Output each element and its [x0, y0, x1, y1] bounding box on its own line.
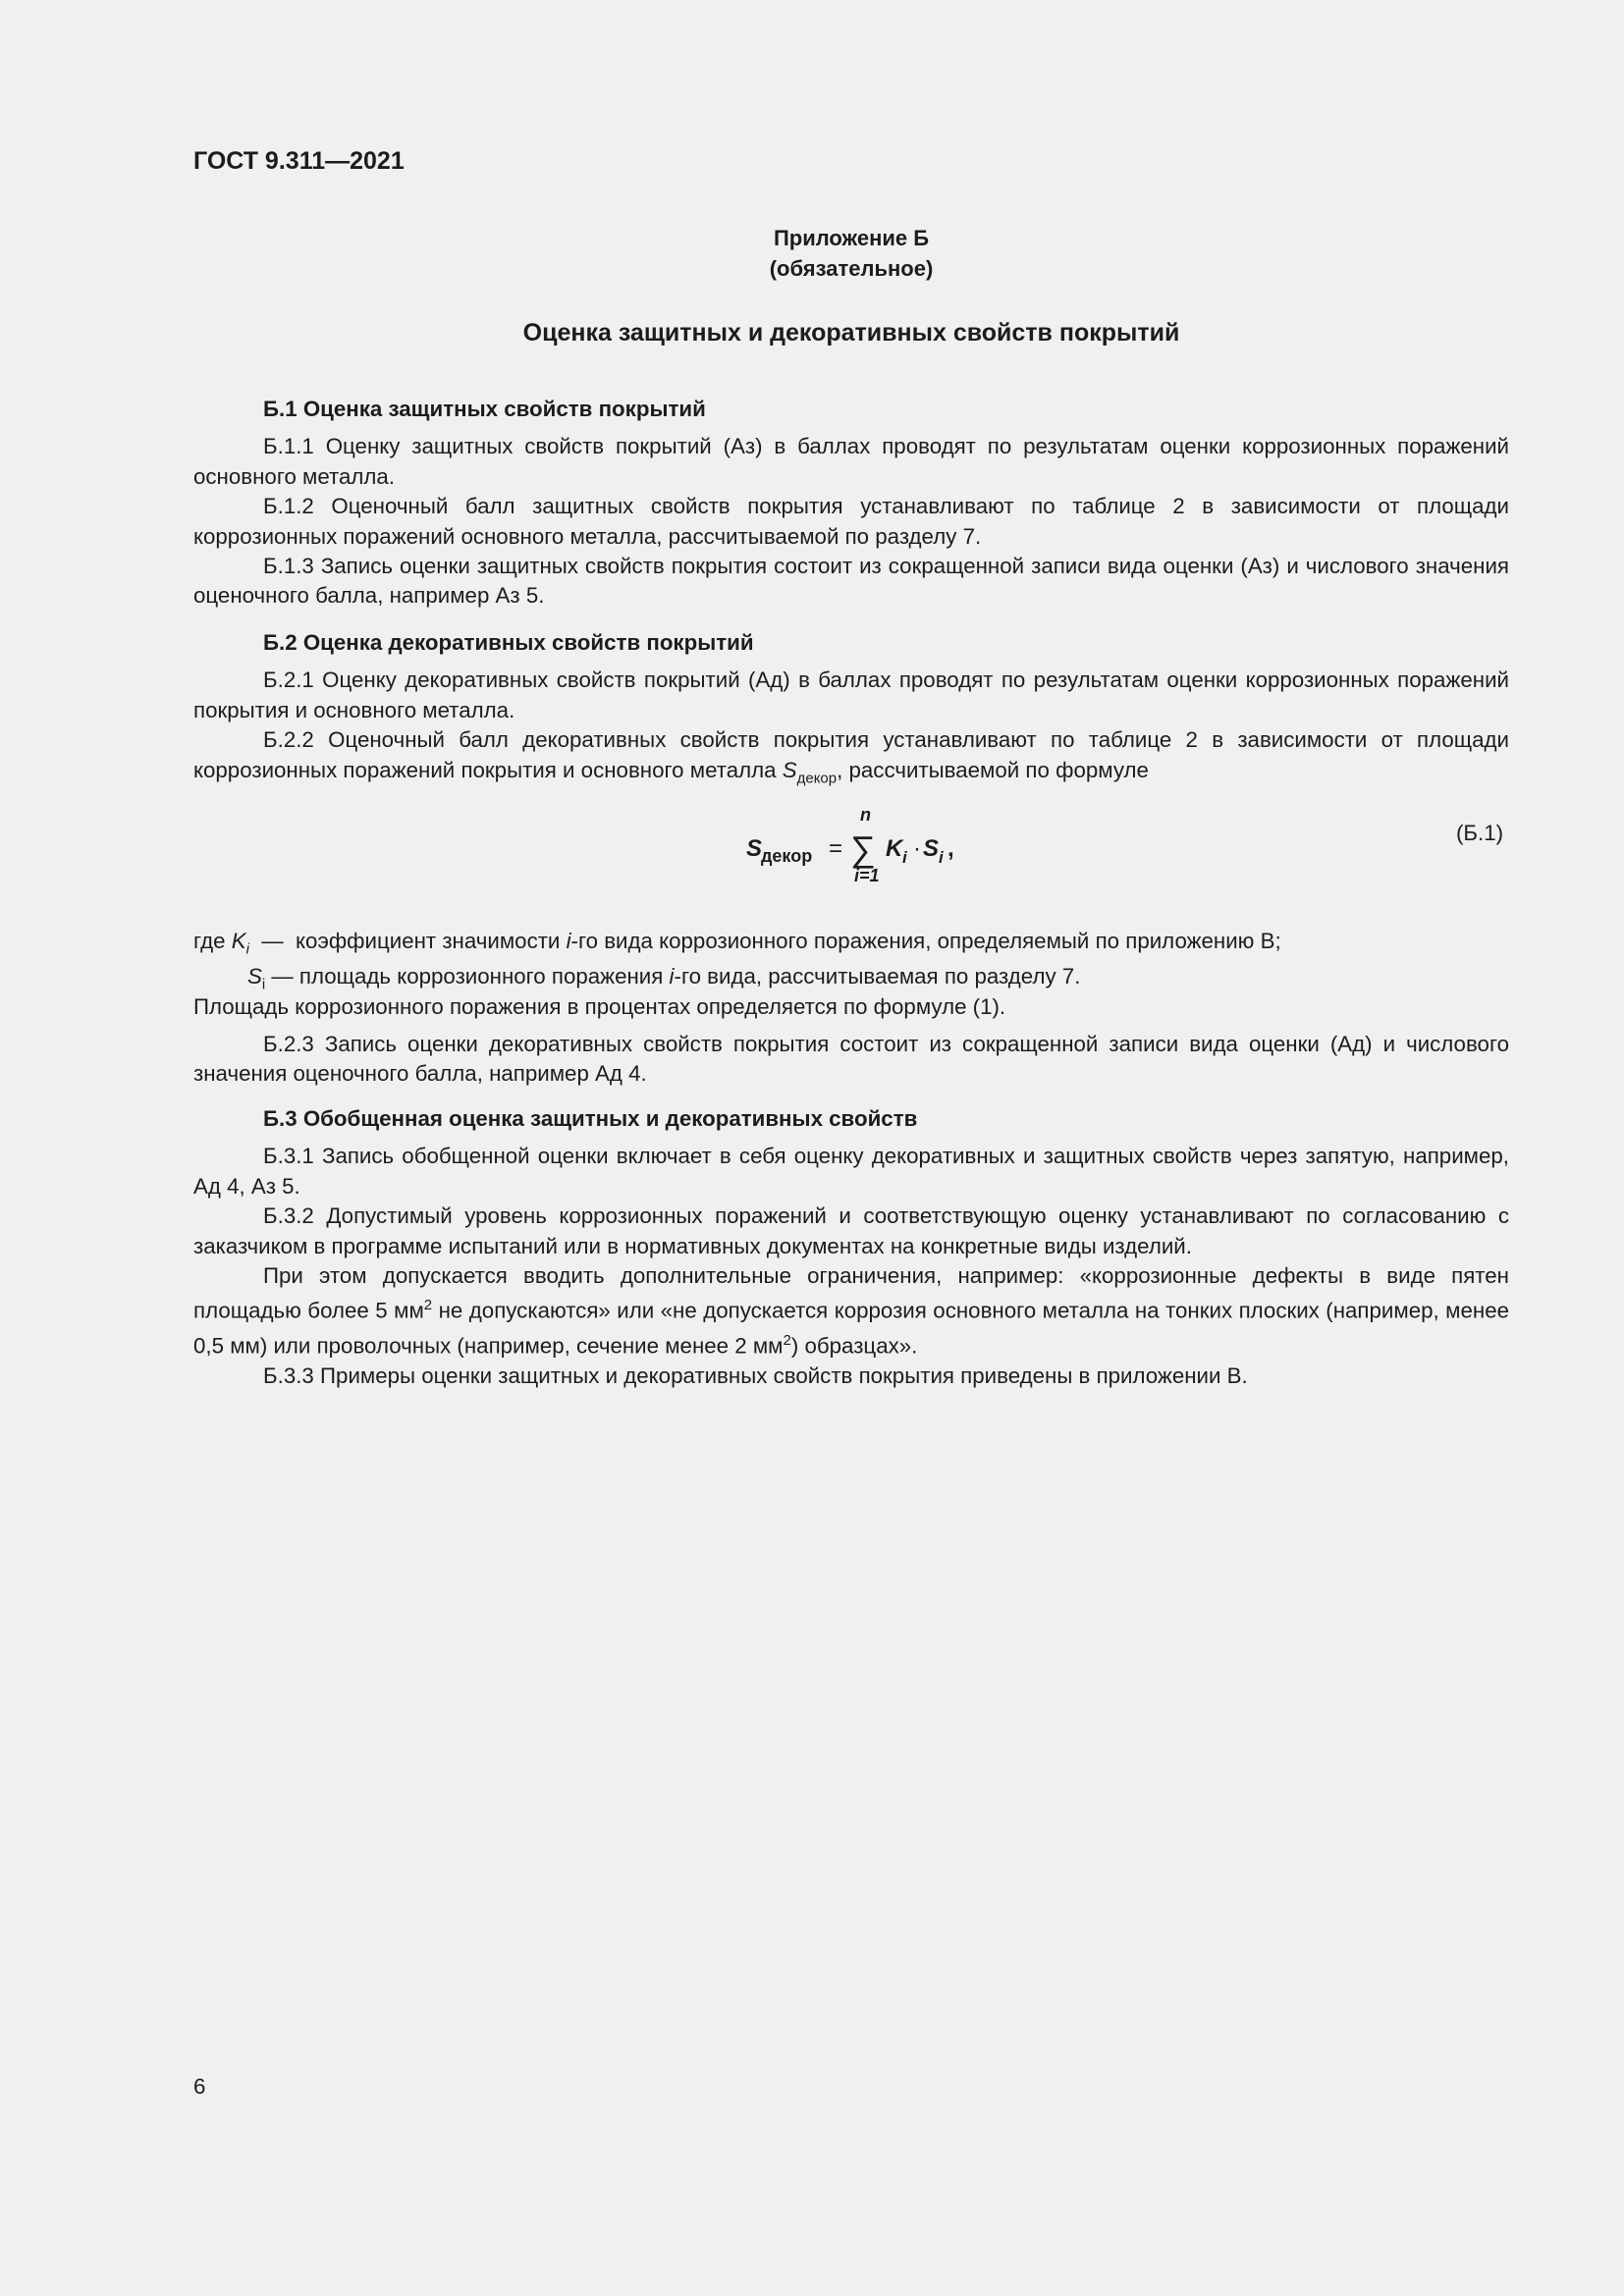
s-decor-subscript: декор [796, 770, 838, 787]
formula-trailing-comma: , [947, 835, 954, 862]
legend-s-desc-b: -го вида, рассчитываемая по разделу 7. [674, 964, 1081, 988]
appendix-name: Приложение Б [773, 226, 930, 250]
paragraph-b1-1: Б.1.1 Оценку защитных свойств покрытий (Аз) в баллах проводят по результатам оценки коррозионных поражений основного металла. [193, 434, 1509, 489]
mm2-superscript-2: 2 [783, 1332, 791, 1350]
paragraph-b3-2-extra [193, 1261, 1509, 1362]
formula-term-s: S [923, 835, 940, 862]
paragraph-b3-1: Б.3.1 Запись обобщенной оценки включает в себя оценку декоративных и защитных свойств через запятую, например, Ад 4, Аз 5. [193, 1144, 1509, 1199]
legend-k-desc-b: -го вида коррозионного поражения, определяемый по приложению В; [570, 929, 1281, 953]
formula-term-s-subscript: i [939, 848, 944, 867]
paragraph-b3-2-extra-a: При этом допускается вводить дополнительные ограничения, например: «коррозионные дефекты в виде пятен площадью более 5 мм [193, 1263, 1509, 1323]
formula-term-k-subscript: i [902, 848, 907, 867]
paragraph-b2-3-block [193, 1030, 1509, 1090]
paragraph-b3-2-extra-c: ) образцах». [790, 1333, 918, 1359]
paragraph-b2-3: Б.2.3 Запись оценки декоративных свойств покрытия состоит из сокращенной записи вида оценки (Ад) и числового значения оценочного балла, например Ад 4. [193, 1032, 1509, 1087]
legend-prefix: где [193, 929, 232, 953]
section-b3-heading: Б.3 Обобщенная оценка защитных и декоративных свойств [263, 1106, 918, 1131]
formula-svg [744, 805, 1000, 899]
formula-lhs-subscript: декор [761, 846, 813, 866]
page-number: 6 [193, 2074, 206, 2099]
formula-equals: = [829, 835, 843, 862]
formula-term-k: K [886, 835, 903, 862]
formula-lhs: S [746, 835, 763, 862]
mm2-superscript-1: 2 [423, 1297, 433, 1314]
paragraph-b2-2-lead: Б.2.2 Оценочный балл декоративных свойств покрытия устанавливают по таблице 2 в зависимости от площади коррозионных поражений покрытия и основного металла [193, 727, 1509, 782]
legend-k-desc-i: i [566, 929, 571, 953]
section-b3 [193, 1104, 1509, 1392]
section-b2-heading: Б.2 Оценка декоративных свойств покрытий [263, 630, 754, 655]
legend-s-subscript: i [261, 976, 266, 993]
appendix-title: Оценка защитных и декоративных свойств покрытий [522, 319, 1180, 347]
paragraph-b2-2 [193, 725, 1509, 793]
formula-sum-lower: i=1 [854, 866, 880, 885]
formula-b1 [744, 805, 1000, 899]
paragraph-b2-1: Б.2.1 Оценку декоративных свойств покрытий (Ад) в баллах проводят по результатам оценки коррозионных поражений покрытия и основного металла. [193, 667, 1509, 722]
legend-k-subscript: i [245, 940, 249, 958]
s-decor-symbol: S [782, 757, 797, 782]
section-b1 [193, 395, 1509, 612]
paragraph-b2-2-tail: , рассчитываемой по формуле [837, 757, 1149, 782]
paragraph-b3-2: Б.3.2 Допустимый уровень коррозионных поражений и соответствующую оценку устанавливают по согласованию с заказчиком в программе испытаний или в нормативных документах на конкретные виды изделий. [193, 1203, 1509, 1258]
paragraph-b1-3: Б.1.3 Запись оценки защитных свойств покрытия состоит из сокращенной записи вида оценки (Аз) и числового значения оценочного балла, например Аз 5. [193, 554, 1509, 609]
legend-s-desc-i: i [669, 964, 675, 988]
legend-row-k [193, 927, 1509, 962]
appendix-status: (обязательное) [769, 256, 934, 281]
section-b2 [193, 628, 1509, 793]
formula-sum-sign: ∑ [850, 828, 876, 869]
legend-s-desc-a: — площадь коррозионного поражения [265, 964, 670, 988]
paragraph-b1-2: Б.1.2 Оценочный балл защитных свойств покрытия устанавливают по таблице 2 в зависимости от площади коррозионных поражений основного металла, рассчитываемой по разделу 7. [193, 494, 1509, 549]
formula-multiply-dot: · [913, 835, 921, 862]
formula-number: (Б.1) [1456, 821, 1504, 845]
formula-sum-upper: n [860, 805, 871, 825]
formula-legend [193, 927, 1509, 1022]
legend-s-symbol: S [247, 964, 262, 988]
document-code: ГОСТ 9.311—2021 [193, 147, 405, 175]
legend-k-symbol: K [231, 929, 246, 953]
legend-k-desc-a: — коэффициент значимости [248, 929, 567, 953]
section-b1-heading: Б.1 Оценка защитных свойств покрытий [263, 397, 706, 421]
paragraph-b3-2-extra-b: не допускаются» или «не допускается коррозия основного металла на тонких плоских (например, менее 0,5 мм) или проволочных (например, сечение менее 2 мм [193, 1298, 1509, 1359]
paragraph-b3-3: Б.3.3 Примеры оценки защитных и декоративных свойств покрытия приведены в приложении В. [263, 1363, 1248, 1389]
legend-area-note: Площадь коррозионного поражения в процентах определяется по формуле (1). [193, 994, 1006, 1019]
legend-row-s [193, 962, 1509, 992]
